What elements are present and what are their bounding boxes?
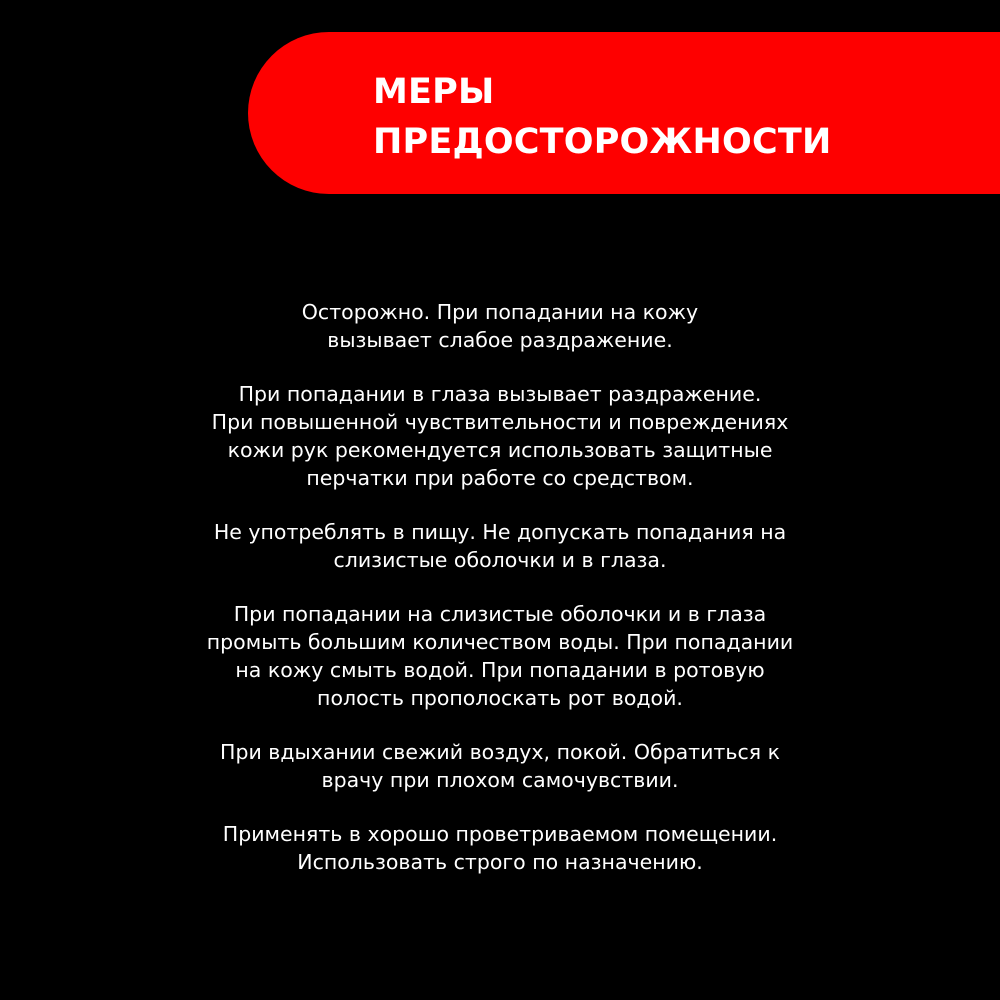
- text-line: вызывает слабое раздражение.: [327, 328, 673, 352]
- paragraph: [100, 518, 900, 574]
- paragraph: [100, 738, 900, 794]
- text-line: полость прополоскать рот водой.: [317, 686, 683, 710]
- text-line: Не употреблять в пищу. Не допускать попадания на: [213, 520, 787, 544]
- text-line: перчатки при работе со средством.: [306, 466, 694, 490]
- text-line: кожи рук рекомендуется использовать защитные: [227, 438, 773, 462]
- text-line: Осторожно. При попадании на кожу: [301, 300, 699, 324]
- text-line: При попадании на слизистые оболочки и в глаза: [233, 602, 767, 626]
- title-line: МЕРЫ: [373, 72, 495, 112]
- paragraph: [100, 820, 900, 876]
- text-line: слизистые оболочки и в глаза.: [333, 548, 667, 572]
- title-line: ПРЕДОСТОРОЖНОСТИ: [373, 122, 832, 162]
- page-title: [373, 67, 831, 167]
- paragraph: [100, 380, 900, 492]
- text-line: При попадании в глаза вызывает раздражение.: [238, 382, 762, 406]
- text-line: врачу при плохом самочувствии.: [321, 768, 679, 792]
- paragraph: [100, 298, 900, 354]
- text-line: При повышенной чувствительности и повреждениях: [211, 410, 789, 434]
- text-line: на кожу смыть водой. При попадании в ротовую: [235, 658, 765, 682]
- paragraph: [100, 600, 900, 712]
- text-line: Использовать строго по назначению.: [297, 850, 703, 874]
- precautions-text: [100, 298, 900, 902]
- text-line: Применять в хорошо проветриваемом помещении.: [222, 822, 778, 846]
- text-line: При вдыхании свежий воздух, покой. Обратиться к: [220, 740, 780, 764]
- text-line: промыть большим количеством воды. При попадании: [206, 630, 794, 654]
